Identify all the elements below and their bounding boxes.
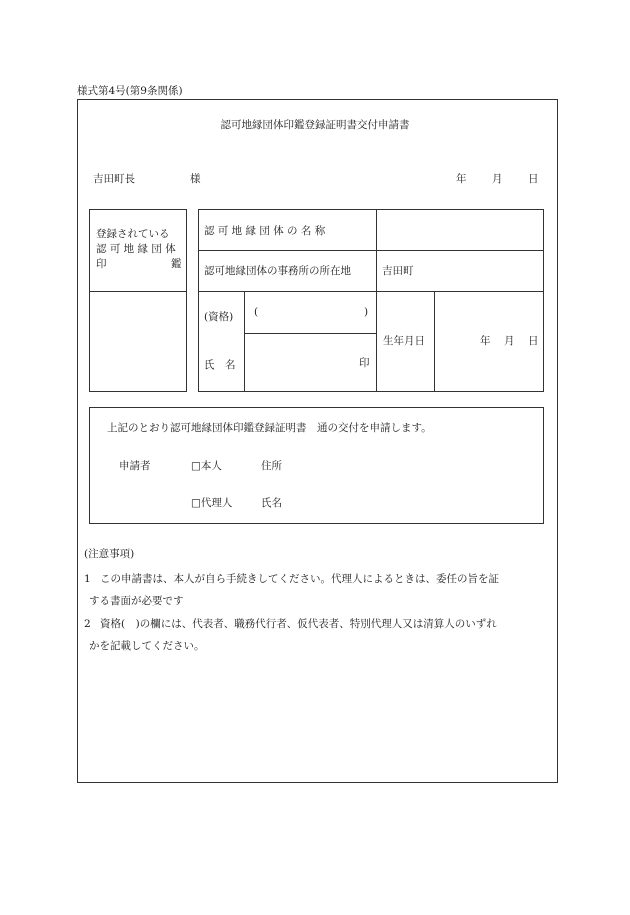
date-day-label[interactable]: 日: [528, 173, 539, 185]
office-address-field[interactable]: [378, 252, 541, 290]
date-month-label[interactable]: 月: [492, 173, 503, 185]
details-col-divider: [376, 209, 377, 391]
agent-checkbox[interactable]: □代理人: [191, 497, 233, 509]
seal-label-line3-b: 鑑: [171, 258, 182, 270]
note-2-number: 2: [84, 618, 91, 630]
notes-heading: (注意事項): [84, 548, 135, 560]
qualification-field[interactable]: [246, 293, 375, 332]
qualification-close-paren: ): [364, 306, 369, 318]
addressee: 吉田町長: [93, 173, 135, 185]
seal-box-divider: [89, 291, 186, 292]
note-1-number: 1: [84, 573, 91, 585]
details-row-divider-1: [198, 250, 543, 251]
address-label: 住所: [261, 460, 282, 472]
birth-year-label: 年: [480, 335, 491, 347]
note-1-line1: この申請書は、本人が自ら手続きしてください。代理人によるときは、委任の旨を証: [100, 573, 499, 585]
office-address-label: 認可地縁団体の事務所の所在地: [204, 265, 351, 277]
applicant-name-label: 氏名: [261, 497, 282, 509]
request-statement: 上記のとおり認可地縁団体印鑑登録証明書 通の交付を申請します。: [107, 422, 432, 434]
note-2-line2: かを記載してください。: [89, 640, 205, 652]
birthdate-label: 生年月日: [383, 335, 425, 347]
org-name-field[interactable]: [378, 211, 541, 249]
note-1-line2: する書面が必要です: [89, 595, 184, 607]
org-name-label: 認 可 地 縁 団 体 の 名 称: [204, 225, 326, 237]
self-checkbox[interactable]: □本人: [191, 460, 222, 472]
name-label: 氏 名: [204, 359, 236, 371]
seal-label-line3-a: 印: [96, 258, 107, 270]
birth-day-label: 日: [528, 335, 539, 347]
details-label-col-divider: [244, 291, 245, 391]
note-2-line1: 資格( )の欄には、代表者、職務代行者、仮代表者、特別代理人又は清算人のいずれ: [100, 618, 497, 630]
name-field[interactable]: [246, 335, 375, 389]
form-title: 認可地縁団体印鑑登録証明書交付申請書: [220, 119, 410, 131]
details-row-divider-2: [198, 291, 543, 292]
honorific: 様: [190, 173, 201, 185]
office-address-value: 吉田町: [382, 265, 414, 277]
seal-label-line1: 登録されている: [96, 228, 170, 240]
date-year-label[interactable]: 年: [456, 173, 467, 185]
birthdate-field[interactable]: [436, 293, 541, 389]
seal-mark: 印: [359, 357, 370, 369]
qualification-divider: [244, 333, 377, 334]
form-number-label: 様式第4号(第9条関係): [77, 85, 183, 97]
birth-month-label: 月: [504, 335, 515, 347]
applicant-label: 申請者: [119, 460, 151, 472]
birthdate-col-divider: [434, 291, 435, 391]
seal-label-line2: 認 可 地 縁 団 体: [96, 243, 176, 255]
seal-impression-area[interactable]: [91, 293, 184, 389]
qualification-label: (資格): [204, 311, 234, 323]
qualification-open-paren: (: [254, 306, 259, 318]
